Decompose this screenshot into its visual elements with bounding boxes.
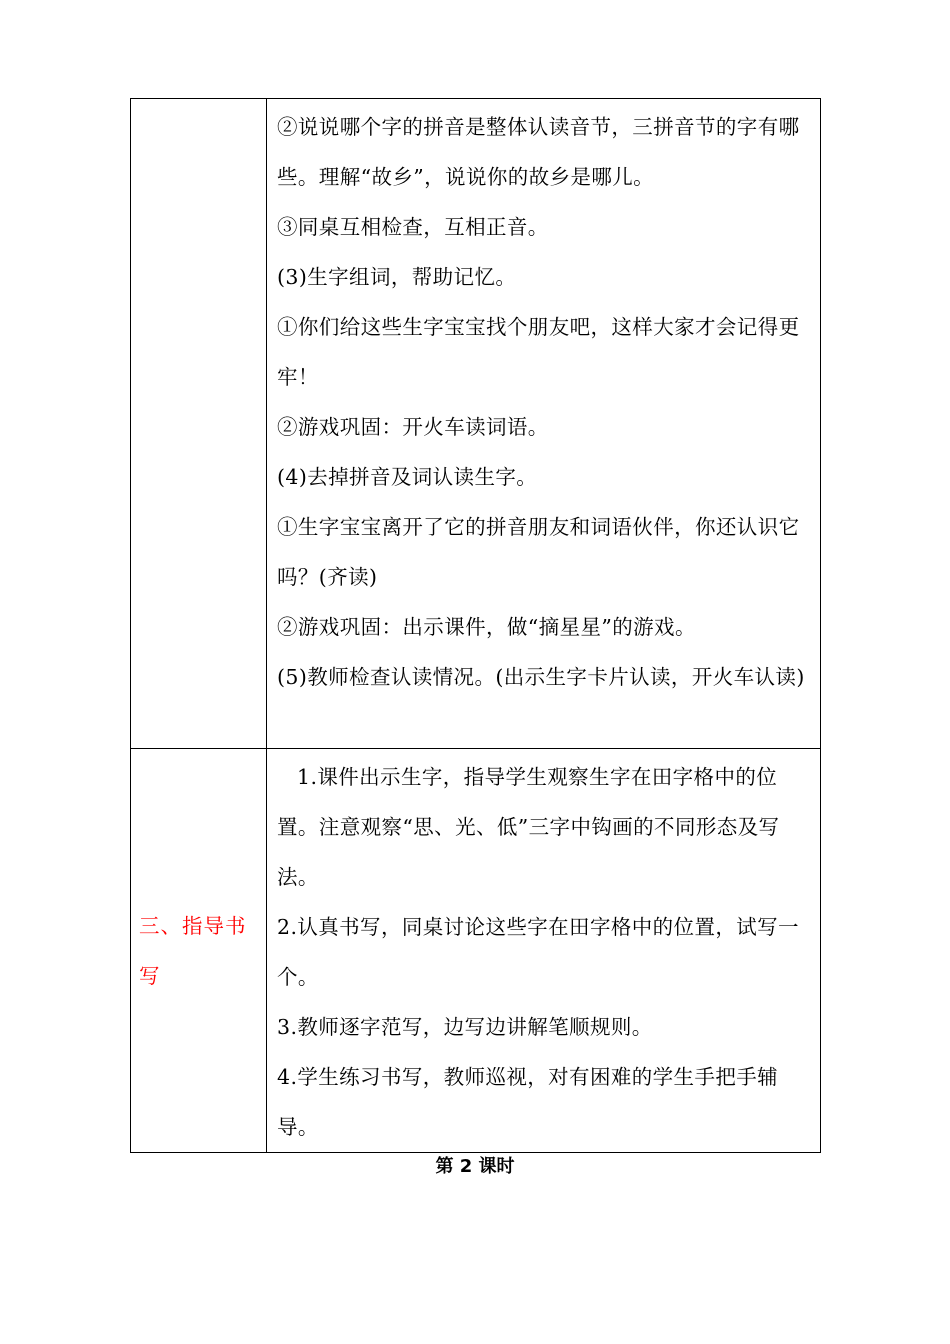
content-line: ①生字宝宝离开了它的拼音朋友和词语伙伴，你还认识它吗？(齐读) [277, 515, 800, 589]
content-cell [267, 99, 821, 749]
section-label-cell [131, 99, 267, 749]
table-row [131, 749, 821, 1153]
content-line: 3.教师逐字范写，边写边讲解笔顺规则。 [277, 1015, 653, 1039]
content-cell [267, 749, 821, 1153]
content-line: ①你们给这些生字宝宝找个朋友吧，这样大家才会记得更牢！ [277, 315, 800, 389]
content-line: (3)生字组词，帮助记忆。 [277, 265, 517, 289]
content-line: ②游戏巩固：开火车读词语。 [277, 415, 549, 439]
section-label: 三、指导书写 [139, 913, 247, 988]
content-line: 4.学生练习书写，教师巡视，对有困难的学生手把手辅导。 [277, 1065, 779, 1139]
content-line: 2.认真书写，同桌讨论这些字在田字格中的位置，试写一个。 [277, 915, 799, 989]
content-line: ②说说哪个字的拼音是整体认读音节，三拼音节的字有哪些。理解“故乡”，说说你的故乡是哪儿。 [277, 115, 800, 189]
lesson-plan-table [130, 98, 821, 1153]
table-row [131, 99, 821, 749]
content-line: 1.课件出示生字，指导学生观察生字在田字格中的位置。注意观察“思、光、低”三字中钩画的不同形态及写法。 [277, 765, 780, 889]
content-line: (4)去掉拼音及词认读生字。 [277, 465, 538, 489]
section-label-cell [131, 749, 267, 1153]
content-line: (5)教师检查认读情况。(出示生字卡片认读，开火车认读) [277, 665, 805, 689]
content-line: ②游戏巩固：出示课件，做“摘星星”的游戏。 [277, 615, 696, 639]
lesson-period-heading: 第 2 课时 [435, 1156, 515, 1177]
content-line: ③同桌互相检查，互相正音。 [277, 215, 549, 239]
